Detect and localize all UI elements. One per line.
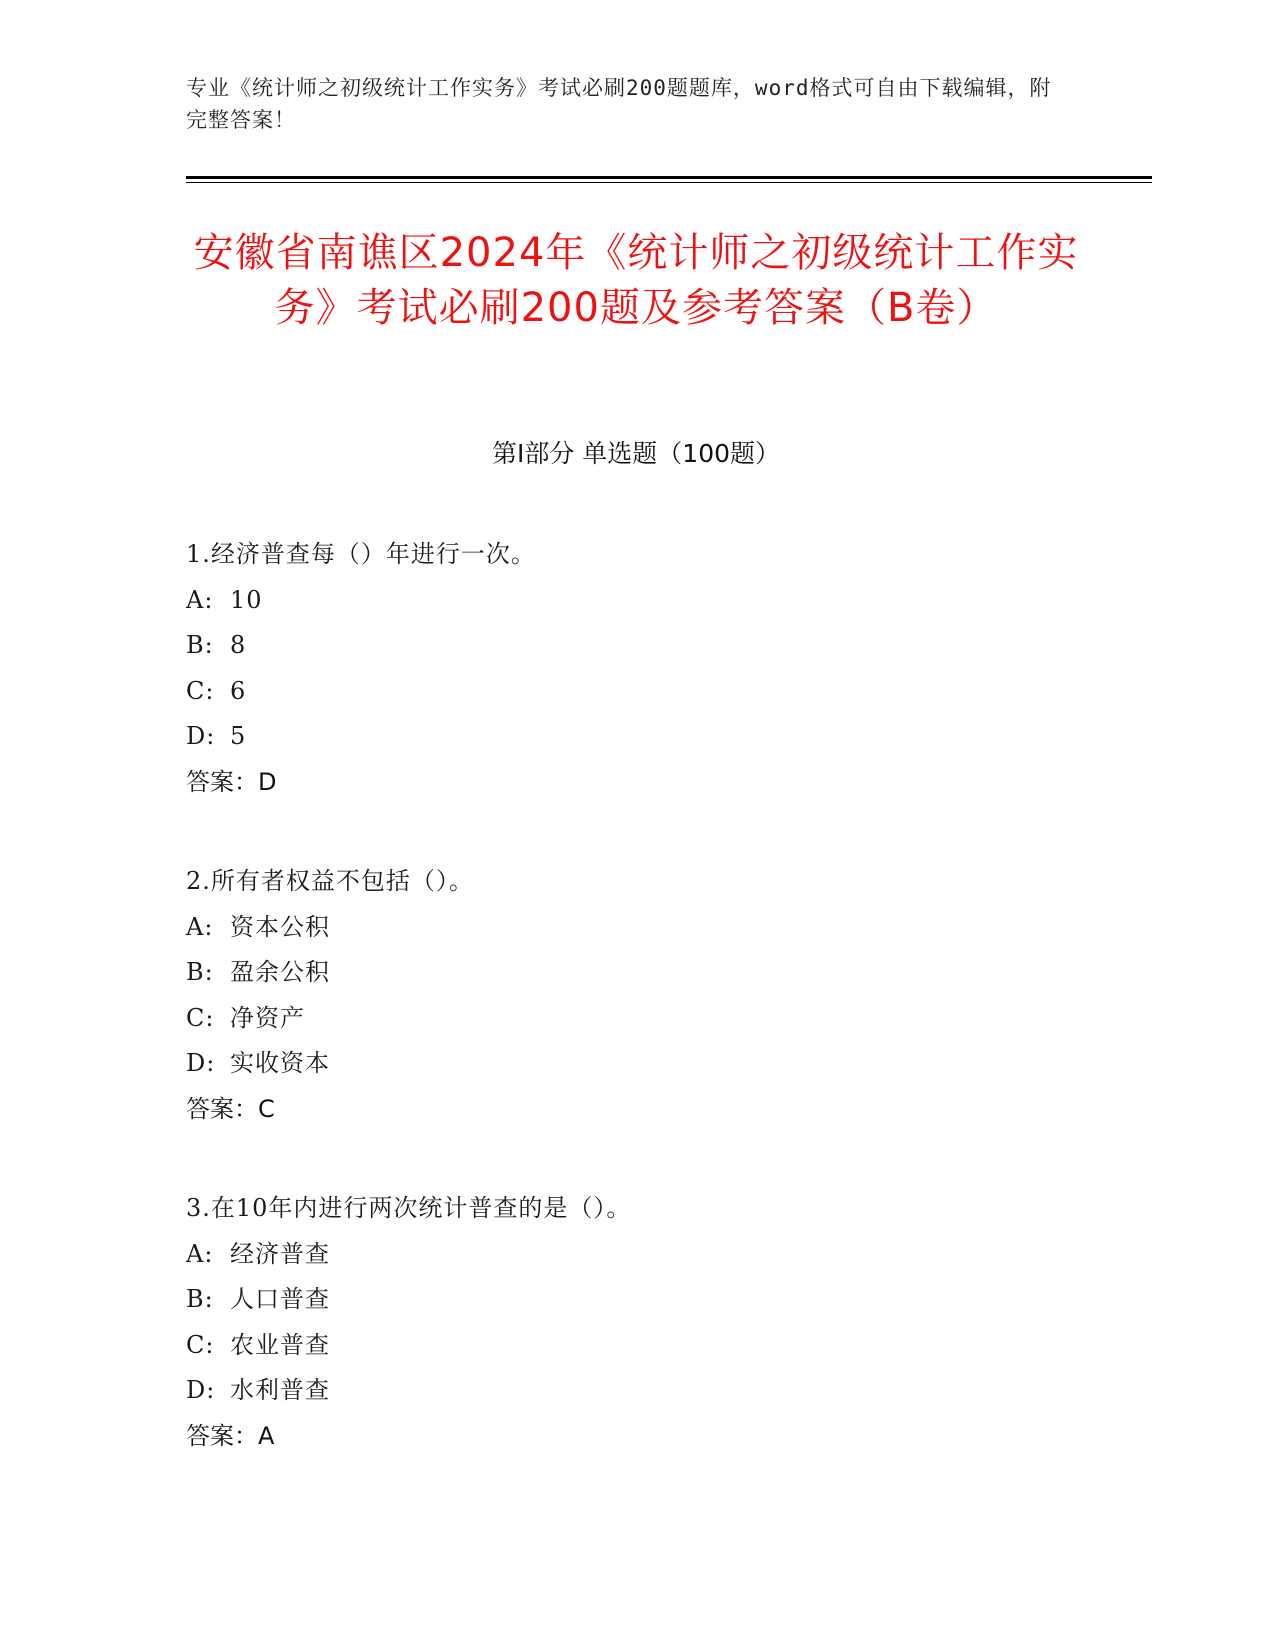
option-letter: C: <box>186 1330 215 1359</box>
option-letter: A: <box>186 912 214 941</box>
answer-line: 答案：C <box>186 1094 275 1123</box>
question-stem: 2.所有者权益不包括（）。 <box>186 867 474 895</box>
option-a <box>186 578 1086 624</box>
option-c <box>186 669 1086 715</box>
option-text: 人口普查 <box>230 1285 330 1313</box>
option-letter: A: <box>186 1239 214 1268</box>
option-text: 净资产 <box>230 1003 305 1032</box>
option-letter: D: <box>186 722 216 750</box>
option-letter: D: <box>186 1049 216 1077</box>
option-b <box>186 950 1086 996</box>
option-a <box>186 1232 1086 1278</box>
option-text: 农业普查 <box>230 1330 330 1359</box>
option-letter: D: <box>186 1376 216 1404</box>
question-1 <box>186 532 1086 805</box>
question-list <box>186 532 1086 1513</box>
header-divider-thick <box>186 176 1152 179</box>
option-text: 水利普查 <box>230 1376 330 1404</box>
option-text: 经济普查 <box>230 1239 330 1268</box>
option-d <box>186 1368 1086 1414</box>
option-d <box>186 714 1086 760</box>
option-c <box>186 1323 1086 1369</box>
section-title: 第Ⅰ部分 单选题（100题） <box>491 439 781 468</box>
option-d <box>186 1041 1086 1087</box>
option-letter: C: <box>186 676 215 705</box>
answer-line: 答案：A <box>186 1421 275 1450</box>
option-letter: B: <box>186 631 214 659</box>
option-text: 5 <box>230 722 247 750</box>
option-text: 8 <box>230 631 247 659</box>
option-text: 资本公积 <box>230 912 330 941</box>
option-text: 10 <box>230 585 263 614</box>
option-text: 6 <box>230 676 247 705</box>
header-note: 专业《统计师之初级统计工作实务》考试必刷200题题库，word格式可自由下载编辑，附完整答案！ <box>186 76 1052 132</box>
option-letter: B: <box>186 958 214 986</box>
option-a <box>186 905 1086 951</box>
option-c <box>186 996 1086 1042</box>
option-b <box>186 1277 1086 1323</box>
answer-line: 答案：D <box>186 767 277 796</box>
option-letter: A: <box>186 585 214 614</box>
option-b <box>186 623 1086 669</box>
document-title: 安徽省南谯区2024年《统计师之初级统计工作实务》考试必刷200题及参考答案（B卷） <box>193 230 1079 331</box>
question-stem: 1.经济普查每（）年进行一次。 <box>186 540 536 568</box>
header-divider-thin <box>186 182 1152 183</box>
question-stem: 3.在10年内进行两次统计普查的是（）。 <box>186 1194 632 1222</box>
question-3 <box>186 1186 1086 1459</box>
option-text: 实收资本 <box>230 1049 330 1077</box>
option-letter: C: <box>186 1003 215 1032</box>
option-text: 盈余公积 <box>230 958 330 986</box>
question-2 <box>186 859 1086 1132</box>
option-letter: B: <box>186 1285 214 1313</box>
